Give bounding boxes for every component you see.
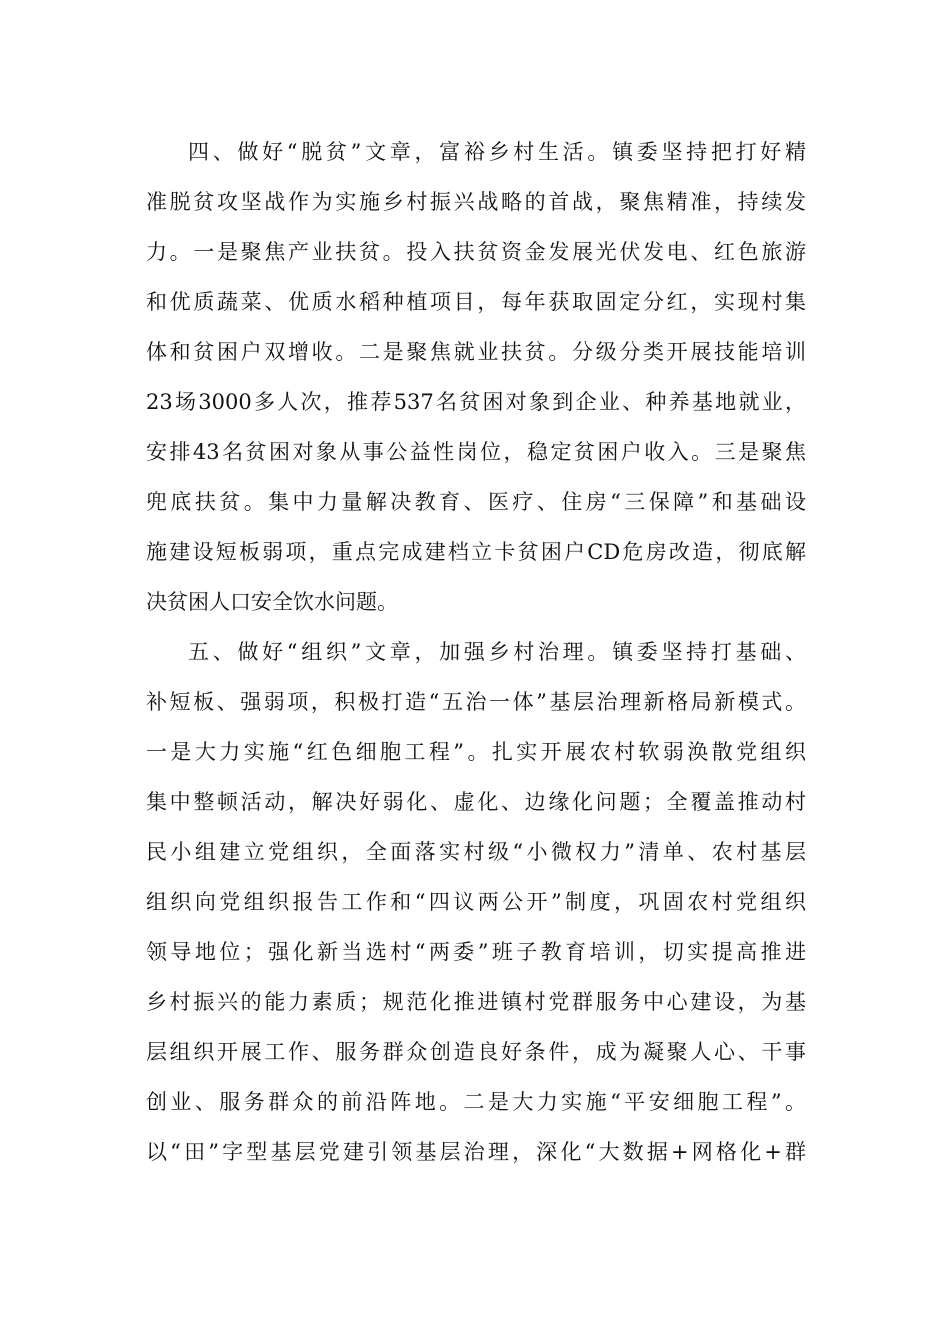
paragraph-poverty-alleviation [146, 127, 806, 627]
paragraph-line: 和优质蔬菜、优质水稻种植项目，每年获取固定分红，实现村集 [146, 290, 806, 314]
paragraph-line: 领导地位；强化新当选村“两委”班子教育培训，切实提高推进 [146, 940, 806, 964]
paragraph-line: 一是大力实施“红色细胞工程”。扎实开展农村软弱涣散党组织 [146, 740, 806, 764]
paragraph-line: 集中整顿活动，解决好弱化、虚化、边缘化问题；全覆盖推动村 [146, 790, 806, 814]
paragraph-line: 组织向党组织报告工作和“四议两公开”制度，巩固农村党组织 [146, 890, 806, 914]
paragraph-line: 安排43名贫困对象从事公益性岗位，稳定贫困户收入。三是聚焦 [146, 440, 806, 464]
paragraph-line: 准脱贫攻坚战作为实施乡村振兴战略的首战，聚焦精准，持续发 [146, 190, 806, 214]
paragraph-line: 四、做好“脱贫”文章，富裕乡村生活。镇委坚持把打好精 [188, 140, 806, 164]
paragraph-line: 施建设短板弱项，重点完成建档立卡贫困户CD危房改造，彻底解 [146, 540, 806, 564]
paragraph-line: 民小组建立党组织，全面落实村级“小微权力”清单、农村基层 [146, 840, 806, 864]
paragraph-line: 23场3000多人次，推荐537名贫困对象到企业、种养基地就业， [146, 390, 806, 414]
paragraph-line: 体和贫困户双增收。二是聚焦就业扶贫。分级分类开展技能培训 [146, 340, 806, 364]
paragraph-line: 以“田”字型基层党建引领基层治理，深化“大数据+网格化+群 [146, 1140, 806, 1164]
paragraph-line: 创业、服务群众的前沿阵地。二是大力实施“平安细胞工程”。 [146, 1090, 806, 1114]
paragraph-organization [146, 627, 806, 1177]
paragraph-line: 补短板、强弱项，积极打造“五治一体”基层治理新格局新模式。 [146, 690, 806, 714]
paragraph-line: 力。一是聚焦产业扶贫。投入扶贫资金发展光伏发电、红色旅游 [146, 240, 806, 264]
paragraph-line: 乡村振兴的能力素质；规范化推进镇村党群服务中心建设，为基 [146, 990, 806, 1014]
paragraph-line: 层组织开展工作、服务群众创造良好条件，成为凝聚人心、干事 [146, 1040, 806, 1064]
paragraph-line: 五、做好“组织”文章，加强乡村治理。镇委坚持打基础、 [188, 640, 806, 664]
paragraph-line: 决贫困人口安全饮水问题。 [146, 590, 398, 614]
paragraph-line: 兜底扶贫。集中力量解决教育、医疗、住房“三保障”和基础设 [146, 490, 806, 514]
